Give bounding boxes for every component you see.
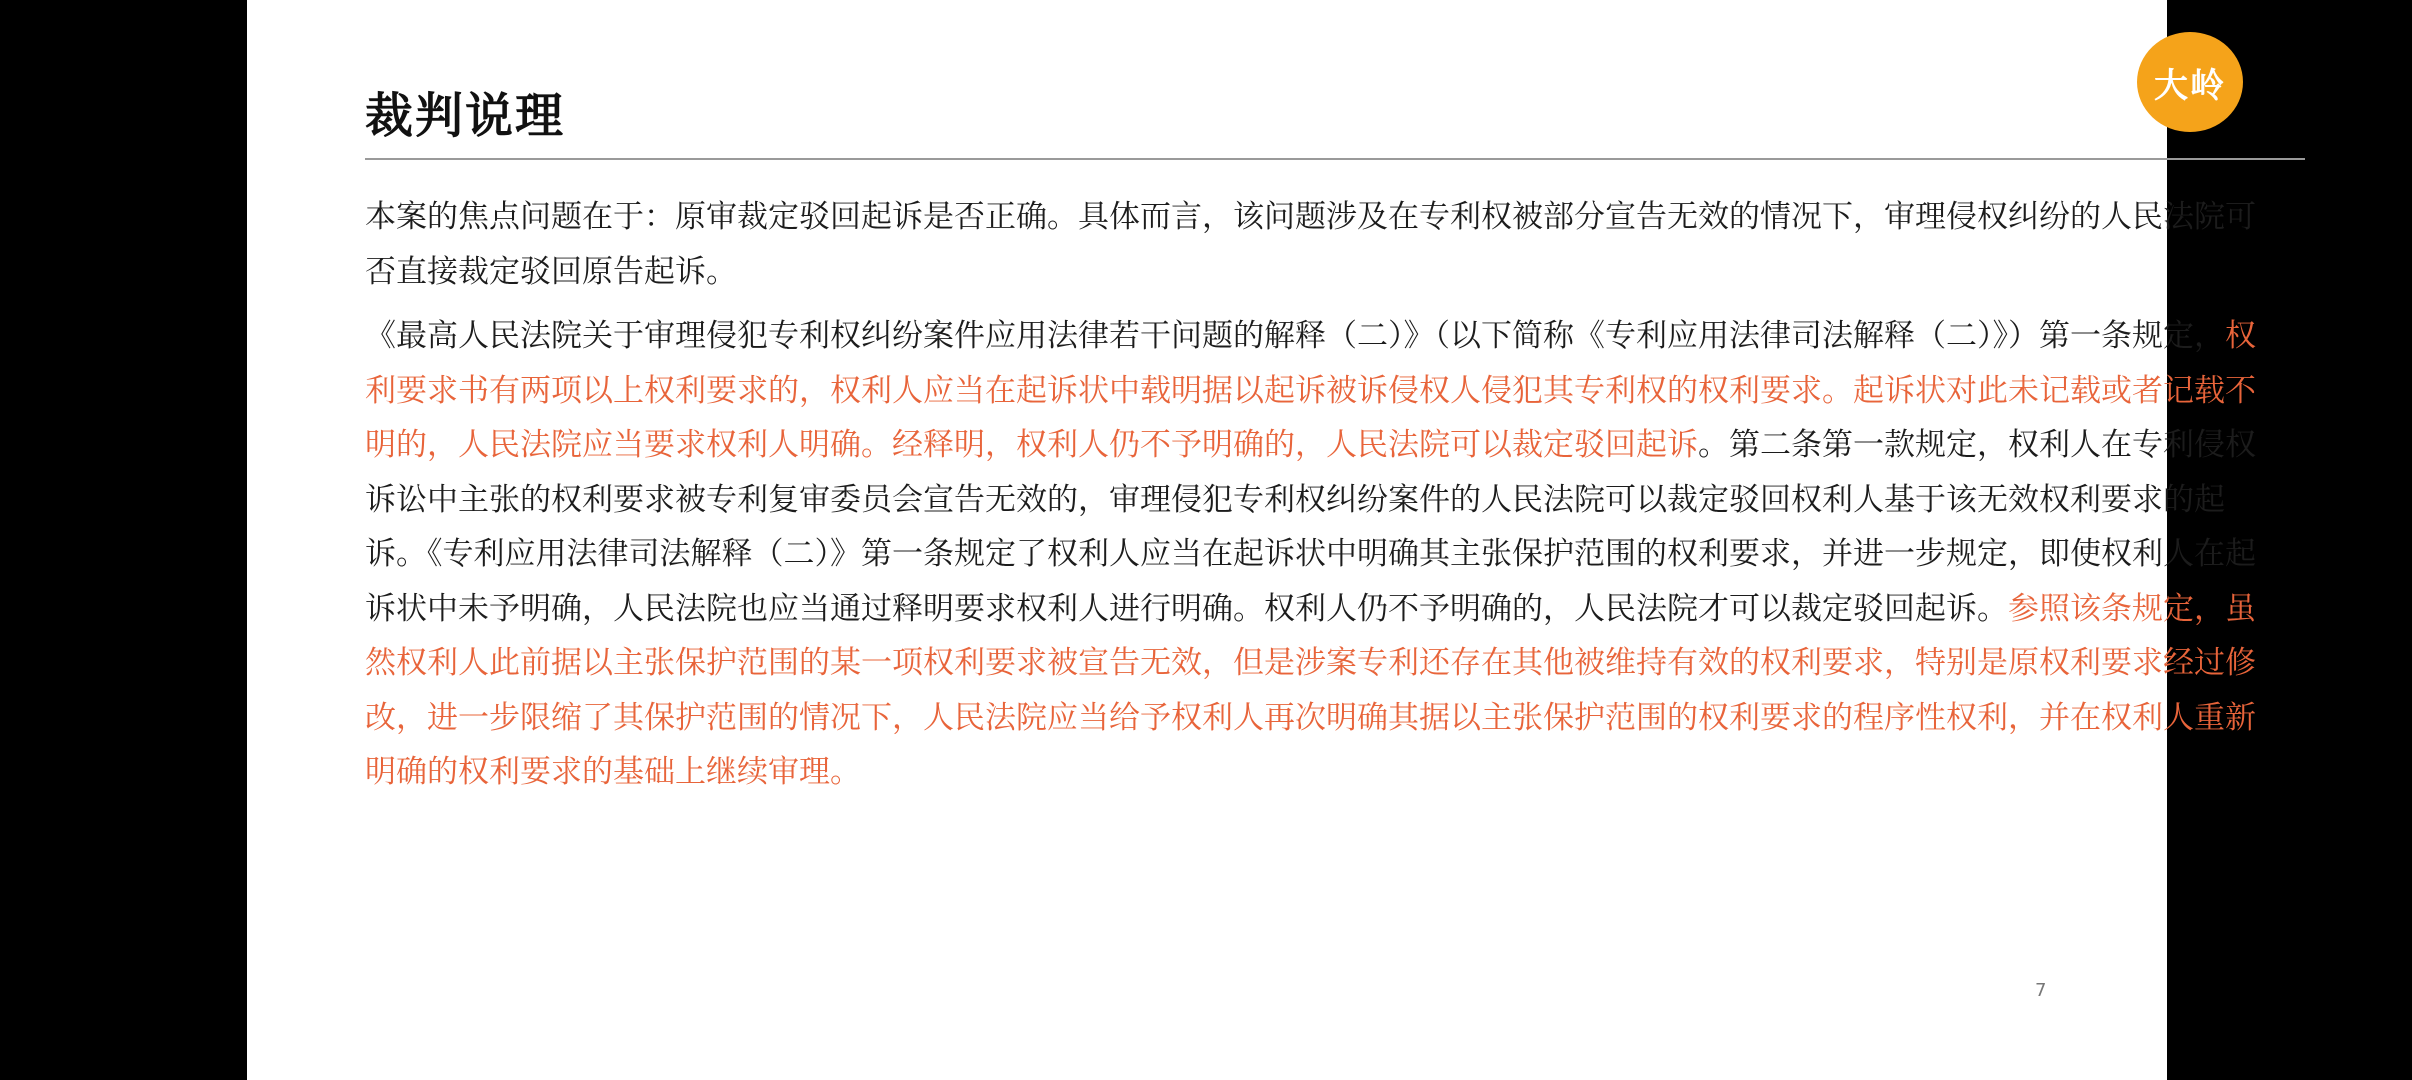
logo [2137, 32, 2243, 132]
paragraph-2-highlight-2: 参照该条规定，虽然权利人此前据以主张保护范围的某一项权利要求被宣告无效，但是涉案专利还存在其他被维持有效的权利要求，特别是原权利要求经过修改，进一步限缩了其保护范围的情况下，人民法院应当给予权利人再次明确其据以主张保护范围的权利要求的程序性权利，并在权利人重新明确的权利要求的基础上继续审理。 [365, 590, 2256, 790]
paragraph-2 [365, 309, 2265, 800]
logo-text: 大岭 [2154, 65, 2226, 106]
paragraph-2-segment-2: 。第二条第一款规定，权利人在专利侵权诉讼中主张的权利要求被专利复审委员会宣告无效的，审理侵犯专利权纠纷案件的人民法院可以裁定驳回权利人基于该无效权利要求的起诉。《专利应用法律司法解释（二）》第一条规定了权利人应当在起诉状中明确其主张保护范围的权利要求，并进一步规定，即使权利人在起诉状中未予明确，人民法院也应当通过释明要求权利人进行明确。权利人仍不予明确的，人民法院才可以裁定驳回起诉。 [365, 427, 2256, 627]
paragraph-2-highlight-1: 权利要求书有两项以上权利要求的，权利人应当在起诉状中载明据以起诉被诉侵权人侵犯其专利权的权利要求。起诉状对此未记载或者记载不明的，人民法院应当要求权利人明确。经释明，权利人仍不予明确的，人民法院可以裁定驳回起诉 [365, 318, 2256, 463]
paragraph-2-segment-1: 《最高人民法院关于审理侵犯专利权纠纷案件应用法律若干问题的解释（二）》（以下简称《专利应用法律司法解释（二）》）第一条规定， [365, 318, 2225, 354]
page-number: 7 [2035, 980, 2047, 1001]
slide-body [365, 190, 2265, 810]
title-divider [365, 158, 2305, 160]
slide-title: 裁判说理 [365, 88, 566, 144]
slide [247, 0, 2256, 1080]
paragraph-1: 本案的焦点问题在于：原审裁定驳回起诉是否正确。具体而言，该问题涉及在专利权被部分宣告无效的情况下，审理侵权纠纷的人民法院可否直接裁定驳回原告起诉。 [365, 199, 2256, 290]
